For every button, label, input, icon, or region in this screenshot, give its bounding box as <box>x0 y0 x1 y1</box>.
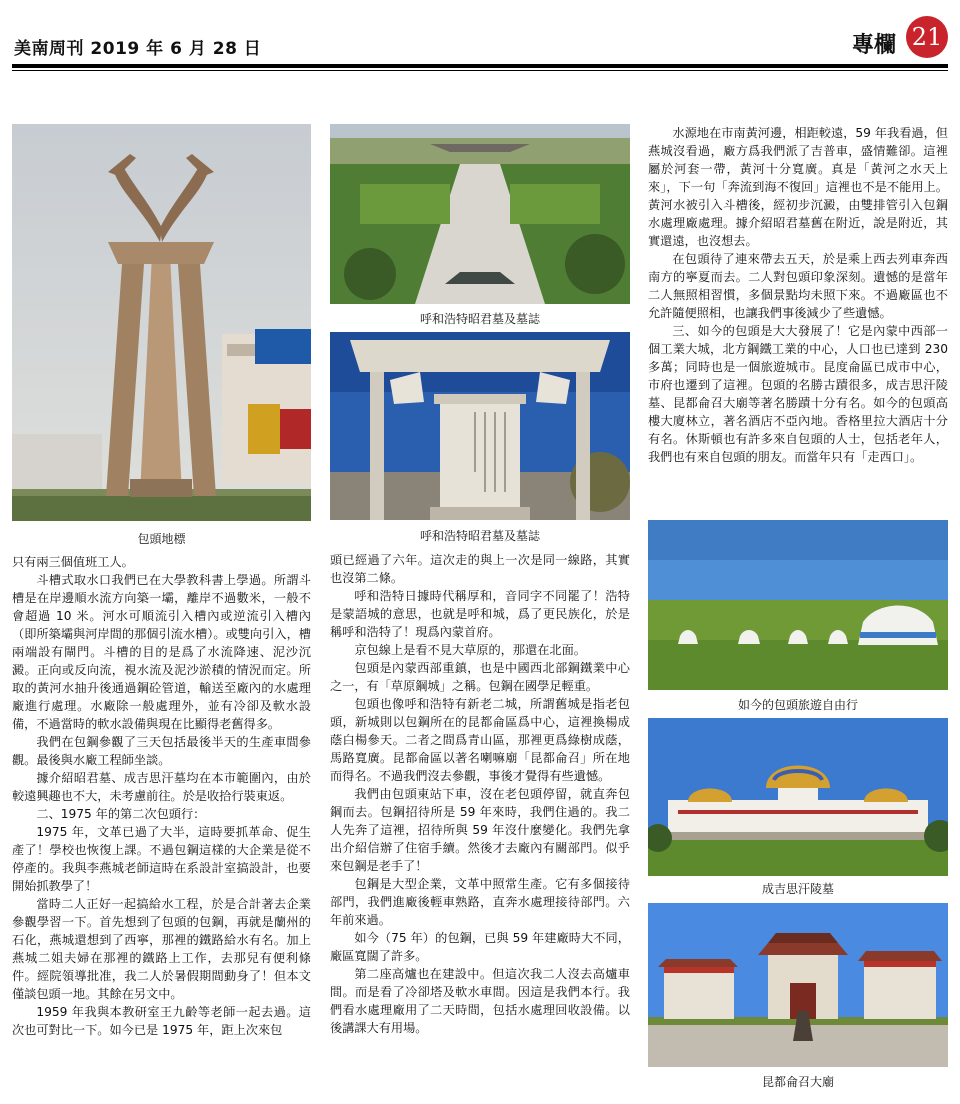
paragraph: 包鋼是大型企業，文革中照常生產。它有多個接待部門，我們進廠後輕車熟路，直奔水處理接待部門。六年前來過。 <box>330 877 630 927</box>
paragraph: 在包頭待了連來帶去五天，於是乘上西去列車奔西南方的寧夏而去。二人對包頭印象深刻。遺憾的是當年二人無照相習慣，多個景點均未照下來。不過廠區也不允許隨便照相，也讓我們事後減少了些遺憾。 <box>648 252 948 320</box>
column-title: 專欄 <box>851 33 896 58</box>
paragraph: 第二座高爐也在建設中。但這次我二人沒去高爐車間。而是看了冷卻塔及軟水車間。因這是我們本行。我們看水處理廠用了二天時間，包括水處理回收設備。以後講課大有用場。 <box>330 967 630 1035</box>
paragraph: 1975 年，文革已過了大半，這時要抓革命、促生產了！學校也恢復上課。不過包鋼這樣的大企業是從不停產的。我與李燕城老師這時在系設計室搞設計，也要開始抓教學了！ <box>12 825 311 893</box>
page-number-badge: 21 <box>906 16 948 58</box>
caption-grassland: 如今的包頭旅遊自由行 <box>737 698 858 712</box>
caption-genghis-mausoleum: 成吉思汗陵墓 <box>761 882 834 896</box>
section-heading: 二、1975 年的第二次包頭行： <box>36 807 206 821</box>
paragraph: 頭已經過了六年。這次走的與上一次是同一線路，其實也沒第二條。 <box>330 553 630 585</box>
header-rule-thin <box>12 70 948 71</box>
baotou-landmark-photo <box>12 124 311 521</box>
paragraph: 如今（75 年）的包鋼，已與 59 年建廠時大不同，廠區寬闊了許多。 <box>330 931 630 963</box>
paragraph: 包頭是內蒙西部重鎮，也是中國西北部鋼鐵業中心之一，有「草原鋼城」之稱。包鋼在國學足輕重。 <box>330 661 630 693</box>
paragraph: 水源地在市南黃河邊，相距較遠，59 年我看過，但燕城沒看過，廠方爲我們派了吉普車，盛情難卻。這裡屬於河套一帶，黃河十分寬廣。真是「黃河之水天上來」，下一句「奔流到海不復回」這裡也不是不能用上。黃河水被引入斗槽後，經初步沉澱，由雙排管引入包鋼水處理廠處理。據介紹昭君墓舊在附近，說是附近，其實還遠，也沒想去。 <box>648 126 948 248</box>
grassland-yurts-photo <box>648 520 948 690</box>
paragraph: 我們在包鋼參觀了三天包括最後半天的生產車間參觀。最後與水廠工程師坐談。 <box>12 735 311 767</box>
paragraph: 1959 年我與本教研室王九齡等老師一起去過。這次也可對比一下。如今已是 1975 年，距上次來包 <box>12 1005 311 1037</box>
genghis-mausoleum-photo <box>648 718 948 876</box>
caption-baotou-landmark: 包頭地標 <box>137 532 186 546</box>
caption-kundulun-temple: 昆都侖召大廟 <box>761 1075 834 1089</box>
zhaojun-tomb-stele-photo <box>330 332 630 520</box>
paragraph: 京包線上是看不見大草原的，那還在北面。 <box>354 643 586 657</box>
zhaojun-tomb-aerial-photo <box>330 124 630 304</box>
article-column-3 <box>648 124 948 466</box>
article-column-1 <box>12 553 311 1039</box>
article-column-2 <box>330 551 630 1037</box>
kundulun-temple-photo <box>648 903 948 1067</box>
paragraph: 斗槽式取水口我們已在大學教科書上學過。所謂斗槽是在岸邊順水流方向築一壩，離岸不過數米，一般不會超過 10 米。河水可順流引入槽內或逆流引入槽內（即所築壩與河岸間的那個引流水槽）。或雙向引入，槽兩端設有閘門。斗槽的目的是爲了水流降速、泥沙沉澱。正向或反向流，視水流及泥沙淤積的情況而定。所取的黃河水抽升後通過鋼砼管道，輸送至廠內的水處理廠進行處理。水廠除一般處理外，並有冷卻及軟水設備，不過當時的軟水設備與現在比顯得老舊得多。 <box>12 573 311 731</box>
paragraph: 呼和浩特日據時代稱厚和，音同字不同罷了！浩特是蒙語城的意思，也就是呼和城，爲了更民族化，於是稱呼和浩特了！現爲內蒙首府。 <box>330 589 630 639</box>
paragraph: 只有兩三個值班工人。 <box>12 555 134 569</box>
caption-zhaojun-tomb-1: 呼和浩特昭君墓及墓誌 <box>419 312 540 326</box>
caption-zhaojun-tomb-2: 呼和浩特昭君墓及墓誌 <box>419 529 540 543</box>
paragraph: 三、如今的包頭是大大發展了！它是內蒙中西部一個工業大城，北方鋼鐵工業的中心，人口也已達到 230 多萬；同時也是一個旅遊城市。昆度侖區已成市中心，市府也遷到了這裡。包頭的名勝古蹟很多，成吉思汗陵墓、昆都侖召大廟等著名勝蹟十分有名。如今的包頭高樓大廈林立，著名酒店不亞內地。香格里拉大酒店十分有名。休斯頓也有許多來自包頭的人士，包括老年人，我們也有來自包頭的朋友。而當年只有「走西口」。 <box>648 324 948 464</box>
publication-date: 美南周刊 2019 年 6 月 28 日 <box>14 39 262 59</box>
header-rule <box>12 64 948 68</box>
paragraph: 據介紹昭君墓、成吉思汗墓均在本市範圍內，由於較遠興趣也不大，未考慮前往。於是收拾行裝東返。 <box>12 771 311 803</box>
paragraph: 當時二人正好一起搞給水工程，於是合計著去企業參觀學習一下。首先想到了包頭的包鋼，再就是蘭州的石化，燕城還想到了西寧，那裡的鐵路給水有名。加上燕城二姐夫婦在那裡的鐵路上工作，去那兒有便利條件。經院領導批准，我二人於暑假期間動身了！但本文僅談包頭一地。其餘在另文中。 <box>12 897 311 1001</box>
paragraph: 我們由包頭東站下車，沒在老包頭停留，就直奔包鋼而去。包鋼招待所是 59 年來時，我們住過的。我二人先奔了這裡，招待所與 59 年沒什麼變化。我們先拿出介紹信辦了住宿手續。然後才去廠內有關部門。似乎來包鋼是老手了！ <box>330 787 630 873</box>
paragraph: 包頭也像呼和浩特有新老二城，所謂舊城是指老包頭，新城則以包鋼所在的昆都侖區爲中心，這裡換楊成蔭白楊參天。二者之間爲青山區，那裡更爲綠樹成蔭，馬路寬廣。昆都侖區以著名喇嘛廟「昆都侖召」所在地而得名。不過我們沒去參觀，事後才覺得有些遺憾。 <box>330 697 630 783</box>
